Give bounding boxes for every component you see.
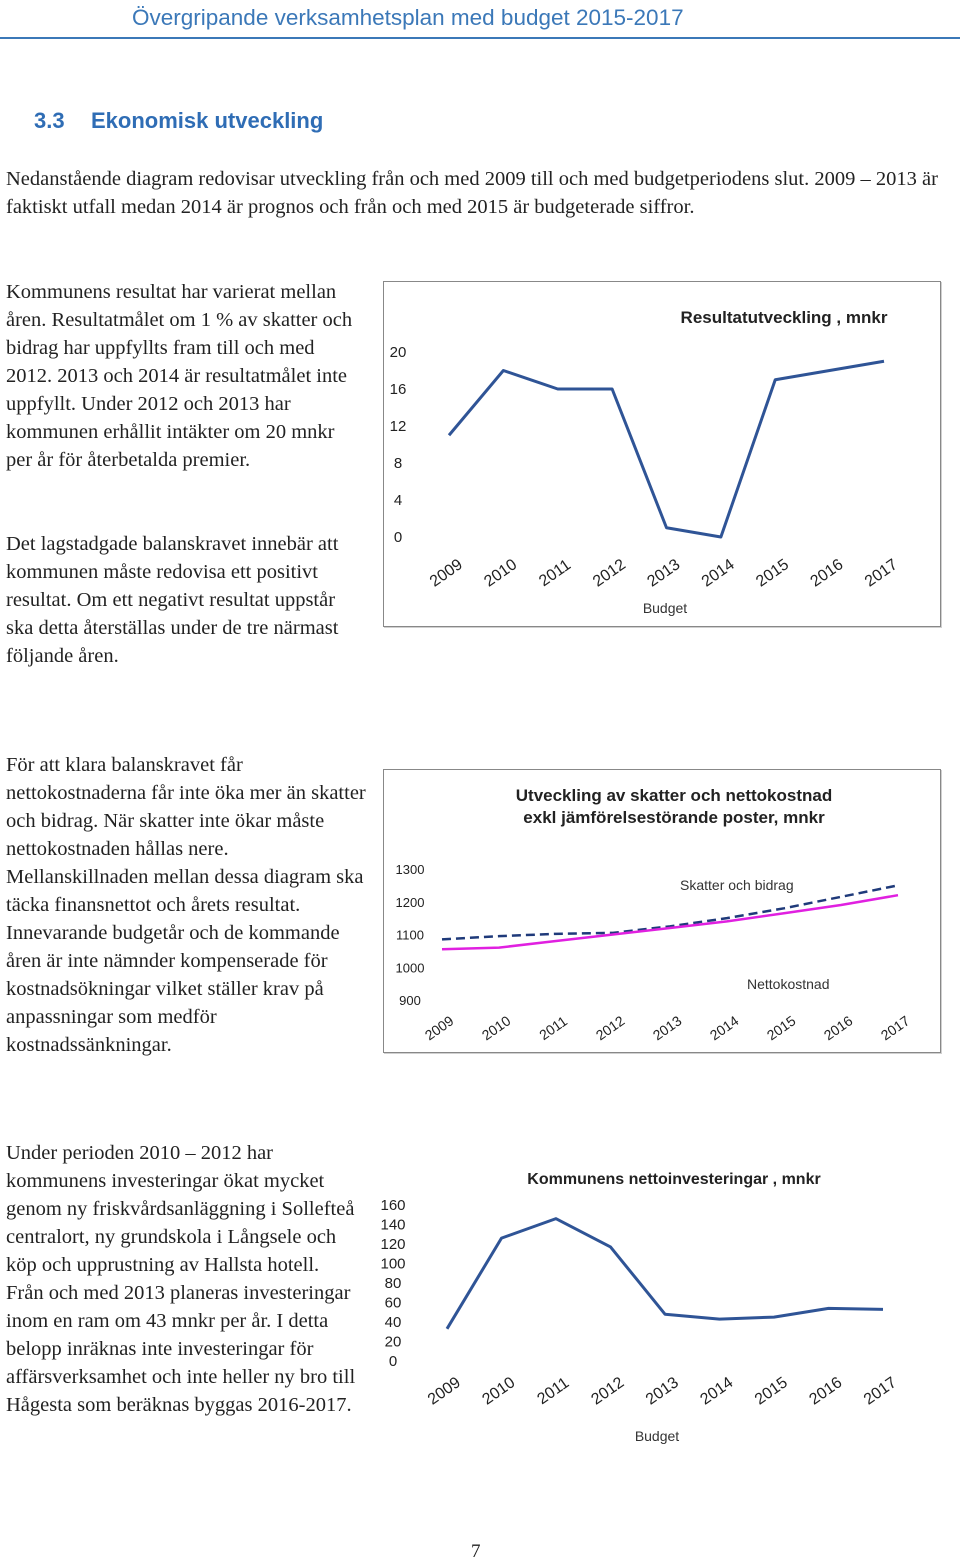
y-tick-label: 1200 [395,894,425,910]
chart-title-line: exkl jämförelsestörande poster, mnkr [523,808,825,827]
legend-label-nettokostnad: Nettokostnad [747,976,830,992]
resultat-y-axis [390,344,407,546]
invest-x-label: Budget [634,1428,680,1444]
y-tick-label: 0 [388,1353,398,1370]
y-tick-label: 900 [399,993,421,1008]
section-heading [34,108,323,134]
nettokostnad-paragraph: För att klara balanskravet får nettokostnaderna får inte öka mer än skatter och bidrag. När skatter inte ökar måste nettokostnaden hållas nere. Mellanskillnaden mellan dessa diagram ska täcka finansnettot och årets resultat. Innevarande budgetår och de kommande åren är inte nämnder kompenserade för kostnadsökningar vilket ställer krav på anpassningar som medför kostnadssänkningar. [6,754,366,1056]
y-tick-label: 20 [389,344,407,361]
y-tick-label: 20 [384,1333,402,1351]
x-tick-label: 2012 [588,1374,628,1409]
x-tick-label: 2012 [592,1012,628,1044]
series-line-1 [442,895,898,949]
invest-y-axis [380,1197,405,1370]
series-line-0 [442,885,898,939]
x-tick-label: 2014 [706,1012,742,1044]
y-tick-label: 140 [380,1216,406,1234]
y-tick-label: 160 [380,1197,406,1214]
y-tick-label: 60 [384,1294,402,1312]
y-tick-label: 1300 [395,862,425,877]
section-title: Ekonomisk utveckling [91,108,324,133]
resultat-plot-area [449,361,884,537]
x-tick-label: 2010 [479,1374,519,1409]
x-tick-label: 2015 [751,1374,791,1409]
x-tick-label: 2011 [534,1374,573,1409]
resultat-chart [383,281,941,627]
x-tick-label: 2014 [697,1374,737,1409]
skatter-chart-title [516,786,832,827]
series-line-0 [449,361,884,537]
x-tick-label: 2017 [877,1012,913,1044]
invest-chart-svg [374,1139,946,1462]
y-tick-label: 40 [384,1314,402,1331]
x-tick-label: 2009 [421,1012,457,1044]
x-tick-label: 2011 [536,556,575,591]
x-tick-label: 2010 [478,1012,514,1044]
x-tick-label: 2013 [642,1374,682,1409]
y-tick-label: 100 [380,1255,406,1273]
y-tick-label: 120 [380,1236,406,1253]
invest-x-axis [425,1374,900,1408]
x-tick-label: 2016 [806,1374,846,1409]
nettoinvesteringar-chart [374,1139,946,1462]
resultat-x-label: Budget [642,600,688,616]
x-tick-label: 2009 [424,1374,464,1409]
chart-title-line: Utveckling av skatter och nettokostnad [515,786,833,805]
x-tick-label: 2012 [590,556,629,591]
legend-label-skatter: Skatter och bidrag [680,877,794,893]
x-tick-label: 2013 [644,556,684,591]
x-tick-label: 2015 [763,1012,799,1044]
y-tick-label: 80 [384,1275,402,1292]
section-number: 3.3 [34,108,65,133]
y-tick-label: 16 [389,381,407,398]
x-tick-label: 2016 [820,1012,856,1044]
skatter-x-axis [422,1012,913,1043]
resultat-chart-svg [384,282,940,626]
invest-chart-title: Kommunens nettoinvesteringar , mnkr [527,1171,821,1188]
page-number: 7 [471,1541,481,1562]
invest-plot-area [447,1219,883,1329]
y-tick-label: 0 [393,529,403,546]
x-tick-label: 2014 [698,556,738,591]
x-tick-label: 2011 [536,1012,571,1044]
investeringar-paragraph: Under perioden 2010 – 2012 har kommunens investeringar ökat mycket genom ny friskvårdsanläggning i Sollefteå centralort, ny grundskola i Långsele och köp och upprustning av Hallsta hotell. Från och med 2013 planeras investeringar inom en ram om 43 mnkr per år. I detta belopp inräknas inte investeringar för affärsverksamhet och inte heller ny bro till Hågesta som beräknas byggas 2016-2017. [6,1142,356,1416]
x-tick-label: 2010 [481,556,521,591]
y-tick-label: 1100 [396,927,424,943]
balanskrav-paragraph: Det lagstadgade balanskravet innebär att kommunen måste redovisa ett positivt resultat. Om ett negativt resultat uppstår ska detta återställas under de tre närmast följande åren. [6,533,339,667]
skatter-plot-area [442,885,898,949]
document-title: Övergripande verksamhetsplan med budget 2015-2017 [132,5,684,30]
x-tick-label: 2013 [649,1012,685,1044]
header-rule [0,37,960,39]
x-tick-label: 2015 [753,556,793,591]
y-tick-label: 1000 [395,960,425,976]
series-line-0 [447,1219,883,1329]
skatter-chart-svg [384,770,940,1052]
x-tick-label: 2017 [860,1374,900,1409]
x-tick-label: 2017 [861,556,901,591]
skatter-nettokostnad-chart [383,769,941,1053]
x-tick-label: 2016 [807,556,847,591]
resultat-paragraph: Kommunens resultat har varierat mellan åren. Resultatmålet om 1 % av skatter och bidrag har uppfyllts fram till och med 2012. 2013 och 2014 är resultatmålet inte uppfyllt. Under 2012 och 2013 har kommunen erhållit intäkter om 20 mnkr per år för återbetalda premier. [6,281,353,471]
page-header [0,0,960,40]
intro-paragraph: Nedanstående diagram redovisar utveckling från och med 2009 till och med budgetperiodens slut. 2009 – 2013 är faktiskt utfall medan 2014 är prognos och från och med 2015 är budgeterade siffror. [6,168,938,218]
skatter-y-axis [396,862,425,1008]
y-tick-label: 12 [389,418,407,435]
y-tick-label: 4 [393,492,403,509]
x-tick-label: 2009 [426,556,466,591]
resultat-x-axis [427,556,901,590]
y-tick-label: 8 [393,455,403,472]
resultat-chart-title: Resultatutveckling , mnkr [680,308,888,327]
